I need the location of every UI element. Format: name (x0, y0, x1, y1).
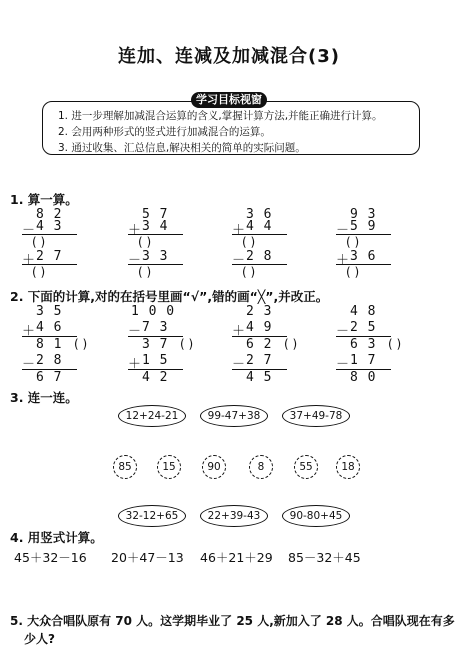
q2-judge-blank[interactable]: ( ) (180, 337, 194, 351)
q4-expr-1: 45＋32－16 (14, 550, 87, 565)
q2-operand-a: 3 5 (36, 304, 63, 319)
q2-intermediate: 8 1 (36, 337, 63, 352)
q2-operator-2: － (22, 357, 37, 372)
q1-label: 1. 算一算。 (10, 192, 78, 207)
q2-operand-b: 4 9 (246, 320, 273, 335)
q3-label: 3. 连一连。 (10, 390, 78, 405)
q1-operator-2: － (232, 253, 247, 268)
q2-intermediate: 6 3 (350, 337, 377, 352)
match-number-4[interactable]: 8 (249, 455, 273, 479)
q1-rule-1 (336, 234, 391, 235)
q1-answer-blank-1[interactable]: ( ) (32, 235, 46, 249)
q1-rule-2 (22, 264, 77, 265)
q4-expr-4: 85－32＋45 (288, 550, 361, 565)
q2-operand-b: 7 3 (142, 320, 169, 335)
q2-operand-c: 2 8 (36, 353, 63, 368)
match-top-2[interactable]: 99-47+38 (200, 405, 268, 427)
match-number-5[interactable]: 55 (294, 455, 318, 479)
q1-operator-1: ＋ (232, 223, 247, 238)
q1-operand-c: 3 3 (142, 249, 169, 264)
match-number-3[interactable]: 90 (202, 455, 226, 479)
q1-answer-blank-1[interactable]: ( ) (242, 235, 256, 249)
q1-operand-c: 2 8 (246, 249, 273, 264)
q1-answer-blank-1[interactable]: ( ) (346, 235, 360, 249)
q2-operand-c: 1 5 (142, 353, 169, 368)
q2-operator-2: － (232, 357, 247, 372)
q2-operand-b: 2 5 (350, 320, 377, 335)
q1-operator-1: － (336, 223, 351, 238)
q2-label: 2. 下面的计算,对的在括号里画“√”,错的画“╳”,并改正。 (10, 289, 329, 304)
q4-label: 4. 用竖式计算。 (10, 530, 103, 545)
q1-rule-1 (232, 234, 287, 235)
q2-operand-b: 4 6 (36, 320, 63, 335)
q1-answer-blank-2[interactable]: ( ) (242, 265, 256, 279)
q1-answer-blank-2[interactable]: ( ) (32, 265, 46, 279)
q1-operator-1: ＋ (128, 223, 143, 238)
q1-operator-2: ＋ (336, 253, 351, 268)
q2-operand-a: 1 0 0 (131, 304, 176, 319)
q2-intermediate: 3 7 (142, 337, 169, 352)
q1-rule-2 (232, 264, 287, 265)
q1-operator-1: － (22, 223, 37, 238)
match-top-3[interactable]: 37+49-78 (282, 405, 350, 427)
goal-item-1: 1. 进一步理解加减混合运算的含义,掌握计算方法,并能正确进行计算。 (58, 110, 383, 122)
q2-intermediate: 6 2 (246, 337, 273, 352)
q1-operand-a: 9 3 (350, 207, 377, 222)
q1-operator-2: ＋ (22, 253, 37, 268)
q2-operand-a: 4 8 (350, 304, 377, 319)
match-number-6[interactable]: 18 (336, 455, 360, 479)
q1-operand-a: 8 2 (36, 207, 63, 222)
q2-result: 6 7 (36, 370, 63, 385)
q2-judge-blank[interactable]: ( ) (388, 337, 402, 351)
q4-expr-2: 20＋47－13 (111, 550, 184, 565)
q2-operand-a: 2 3 (246, 304, 273, 319)
goals-badge: 学习目标视窗 (191, 92, 267, 108)
q2-result: 8 0 (350, 370, 377, 385)
match-top-1[interactable]: 12+24-21 (118, 405, 186, 427)
q2-result: 4 2 (142, 370, 169, 385)
q1-rule-1 (128, 234, 183, 235)
q1-answer-blank-2[interactable]: ( ) (138, 265, 152, 279)
q2-result: 4 5 (246, 370, 273, 385)
goal-item-3: 3. 通过收集、汇总信息,解决相关的简单的实际问题。 (58, 142, 306, 154)
q2-judge-blank[interactable]: ( ) (284, 337, 298, 351)
q2-operator-1: ＋ (232, 324, 247, 339)
page-title: 连加、连减及加减混合(3) (118, 46, 340, 67)
q1-rule-1 (22, 234, 77, 235)
q2-operator-1: － (128, 324, 143, 339)
q2-judge-blank[interactable]: ( ) (74, 337, 88, 351)
q2-operator-2: ＋ (128, 357, 143, 372)
q4-expr-3: 46＋21＋29 (200, 550, 273, 565)
q5-line-2: 少人? (24, 632, 55, 646)
q1-operand-c: 3 6 (350, 249, 377, 264)
q5-line-1: 5. 大众合唱队原有 70 人。这学期毕业了 25 人,新加入了 28 人。合唱队现在有多 (10, 614, 455, 628)
q1-operator-2: － (128, 253, 143, 268)
q2-operator-1: ＋ (22, 324, 37, 339)
q2-operand-c: 1 7 (350, 353, 377, 368)
q1-operand-b: 3 4 (142, 219, 169, 234)
q1-operand-b: 5 9 (350, 219, 377, 234)
q1-operand-c: 2 7 (36, 249, 63, 264)
q1-rule-2 (336, 264, 391, 265)
match-number-2[interactable]: 15 (157, 455, 181, 479)
match-bottom-3[interactable]: 90-80+45 (282, 505, 350, 527)
q2-operand-c: 2 7 (246, 353, 273, 368)
q1-operand-a: 3 6 (246, 207, 273, 222)
q1-answer-blank-1[interactable]: ( ) (138, 235, 152, 249)
q1-rule-2 (128, 264, 183, 265)
match-number-1[interactable]: 85 (113, 455, 137, 479)
match-bottom-2[interactable]: 22+39-43 (200, 505, 268, 527)
q1-answer-blank-2[interactable]: ( ) (346, 265, 360, 279)
q1-operand-a: 5 7 (142, 207, 169, 222)
match-bottom-1[interactable]: 32-12+65 (118, 505, 186, 527)
q1-operand-b: 4 4 (246, 219, 273, 234)
q2-operator-1: － (336, 324, 351, 339)
q2-operator-2: － (336, 357, 351, 372)
goal-item-2: 2. 会用两种形式的竖式进行加减混合的运算。 (58, 126, 271, 138)
q1-operand-b: 4 3 (36, 219, 63, 234)
